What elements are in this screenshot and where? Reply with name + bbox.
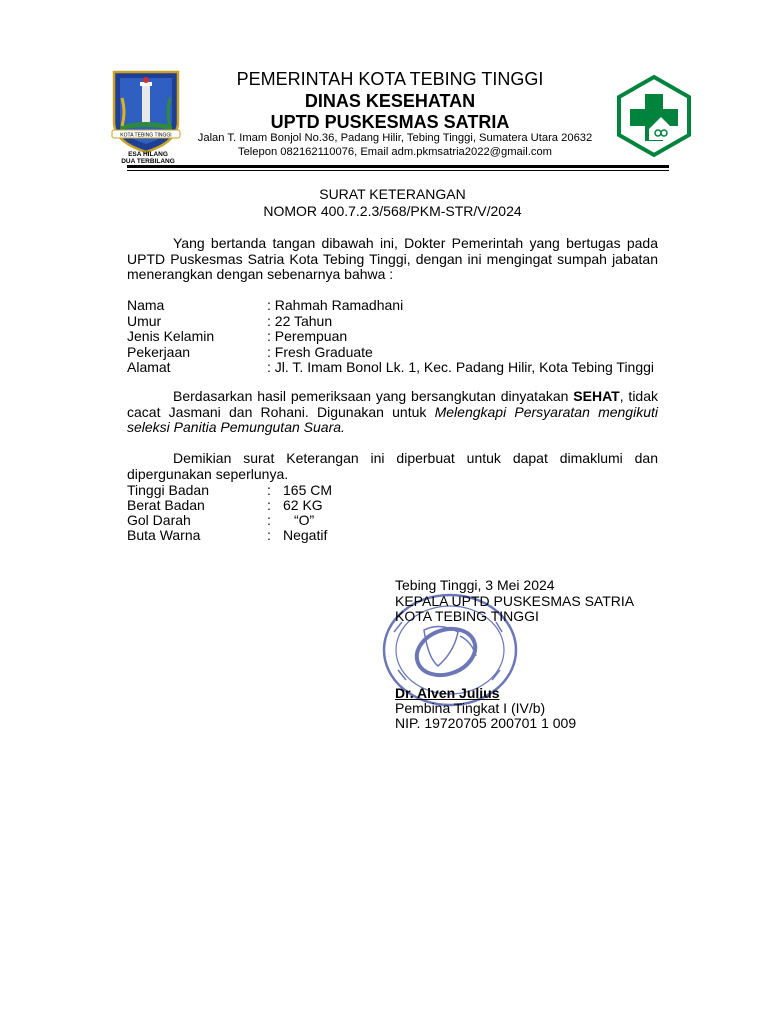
emblem-motto-line2: DUA TERBILANG [121, 158, 175, 165]
measurement-colon: : [267, 527, 271, 543]
identity-value: : Fresh Graduate [267, 344, 373, 360]
dept-name: DINAS KESEHATAN [304, 91, 476, 111]
measurement-label: Buta Warna [127, 527, 201, 543]
closing-text: Demikian surat Keterangan ini diperbuat untuk dapat dimaklumi dan dipergunakan seperlunya. [127, 450, 658, 482]
signature-position-line2: KOTA TEBING TINGGI [395, 608, 539, 624]
result-text-pre: Berdasarkan hasil pemeriksaan yang bersangkutan dinyatakan [173, 388, 574, 404]
result-purpose: Melengkapi Persyaratan mengikuti seleksi Panitia Pemungutan Suara. [127, 403, 658, 435]
measurement-colon: : [267, 512, 271, 528]
identity-value: : Perempuan [267, 328, 348, 344]
signatory-rank: Pembina Tingkat I (IV/b) [395, 700, 546, 716]
identity-row [127, 344, 687, 360]
measurement-value: 62 KG [283, 497, 323, 513]
emblem-motto-line1: ESA HILANG [128, 151, 168, 158]
intro-paragraph [127, 236, 658, 283]
signature-place-date: Tebing Tinggi, 3 Mei 2024 [395, 577, 555, 593]
measurement-value: Negatif [283, 527, 328, 543]
identity-label: Umur [127, 313, 162, 329]
measurement-colon: : [267, 482, 271, 498]
org-address: Jalan T. Imam Bonjol No.36, Padang Hilir, Tebing Tinggi, Sumatera Utara 20632 [197, 132, 593, 144]
puskesmas-health-logo [615, 74, 693, 158]
measurement-label: Berat Badan [127, 497, 205, 513]
header-divider-thick [127, 165, 669, 168]
identity-row [127, 359, 687, 375]
measurement-label: Gol Darah [127, 512, 191, 528]
measurement-label: Tinggi Badan [127, 482, 209, 498]
org-name: UPTD PUSKESMAS SATRIA [270, 112, 510, 132]
measurement-value: “O” [294, 512, 315, 528]
identity-label: Jenis Kelamin [127, 328, 215, 344]
identity-value: : Rahmah Ramadhani [267, 297, 404, 313]
identity-label: Nama [127, 297, 165, 313]
signatory-name: Dr. Alven Julius [395, 685, 500, 701]
letter-number: NOMOR 400.7.2.3/568/PKM-STR/V/2024 [263, 203, 522, 219]
identity-label: Alamat [127, 359, 171, 375]
signatory-nip: NIP. 19720705 200701 1 009 [395, 715, 577, 731]
identity-value: : 22 Tahun [267, 313, 333, 329]
result-status: SEHAT [573, 388, 620, 404]
closing-paragraph [127, 451, 658, 482]
result-text-mid: , tidak cacat Jasmani dan Rohani. Digunakan untuk [127, 388, 659, 420]
identity-row [127, 313, 687, 329]
measurement-value: 165 CM [283, 482, 333, 498]
identity-label: Pekerjaan [127, 344, 191, 360]
org-contact: Telepon 082162110076, Email adm.pkmsatria2022@gmail.com [237, 146, 552, 158]
gov-name: PEMERINTAH KOTA TEBING TINGGI [236, 69, 544, 89]
emblem-banner-text: KOTA TEBING TINGGI [120, 132, 172, 139]
signature-position-line1: KEPALA UPTD PUSKESMAS SATRIA [395, 593, 635, 609]
result-paragraph [127, 389, 658, 436]
letter-title: SURAT KETERANGAN [319, 186, 466, 202]
identity-value: : Jl. T. Imam Bonol Lk. 1, Kec. Padang Hilir, Kota Tebing Tinggi [267, 359, 655, 375]
measurement-colon: : [267, 497, 271, 513]
identity-row [127, 297, 687, 313]
identity-row [127, 328, 687, 344]
intro-text: Yang bertanda tangan dibawah ini, Dokter Pemerintah yang bertugas pada UPTD Puskesmas Satria Kota Tebing Tinggi, dengan ini mengingat sumpah jabatan menerangkan dengan sebenarnya bahwa : [127, 235, 658, 282]
header-divider-thin [127, 170, 669, 171]
city-emblem-logo [108, 68, 184, 166]
